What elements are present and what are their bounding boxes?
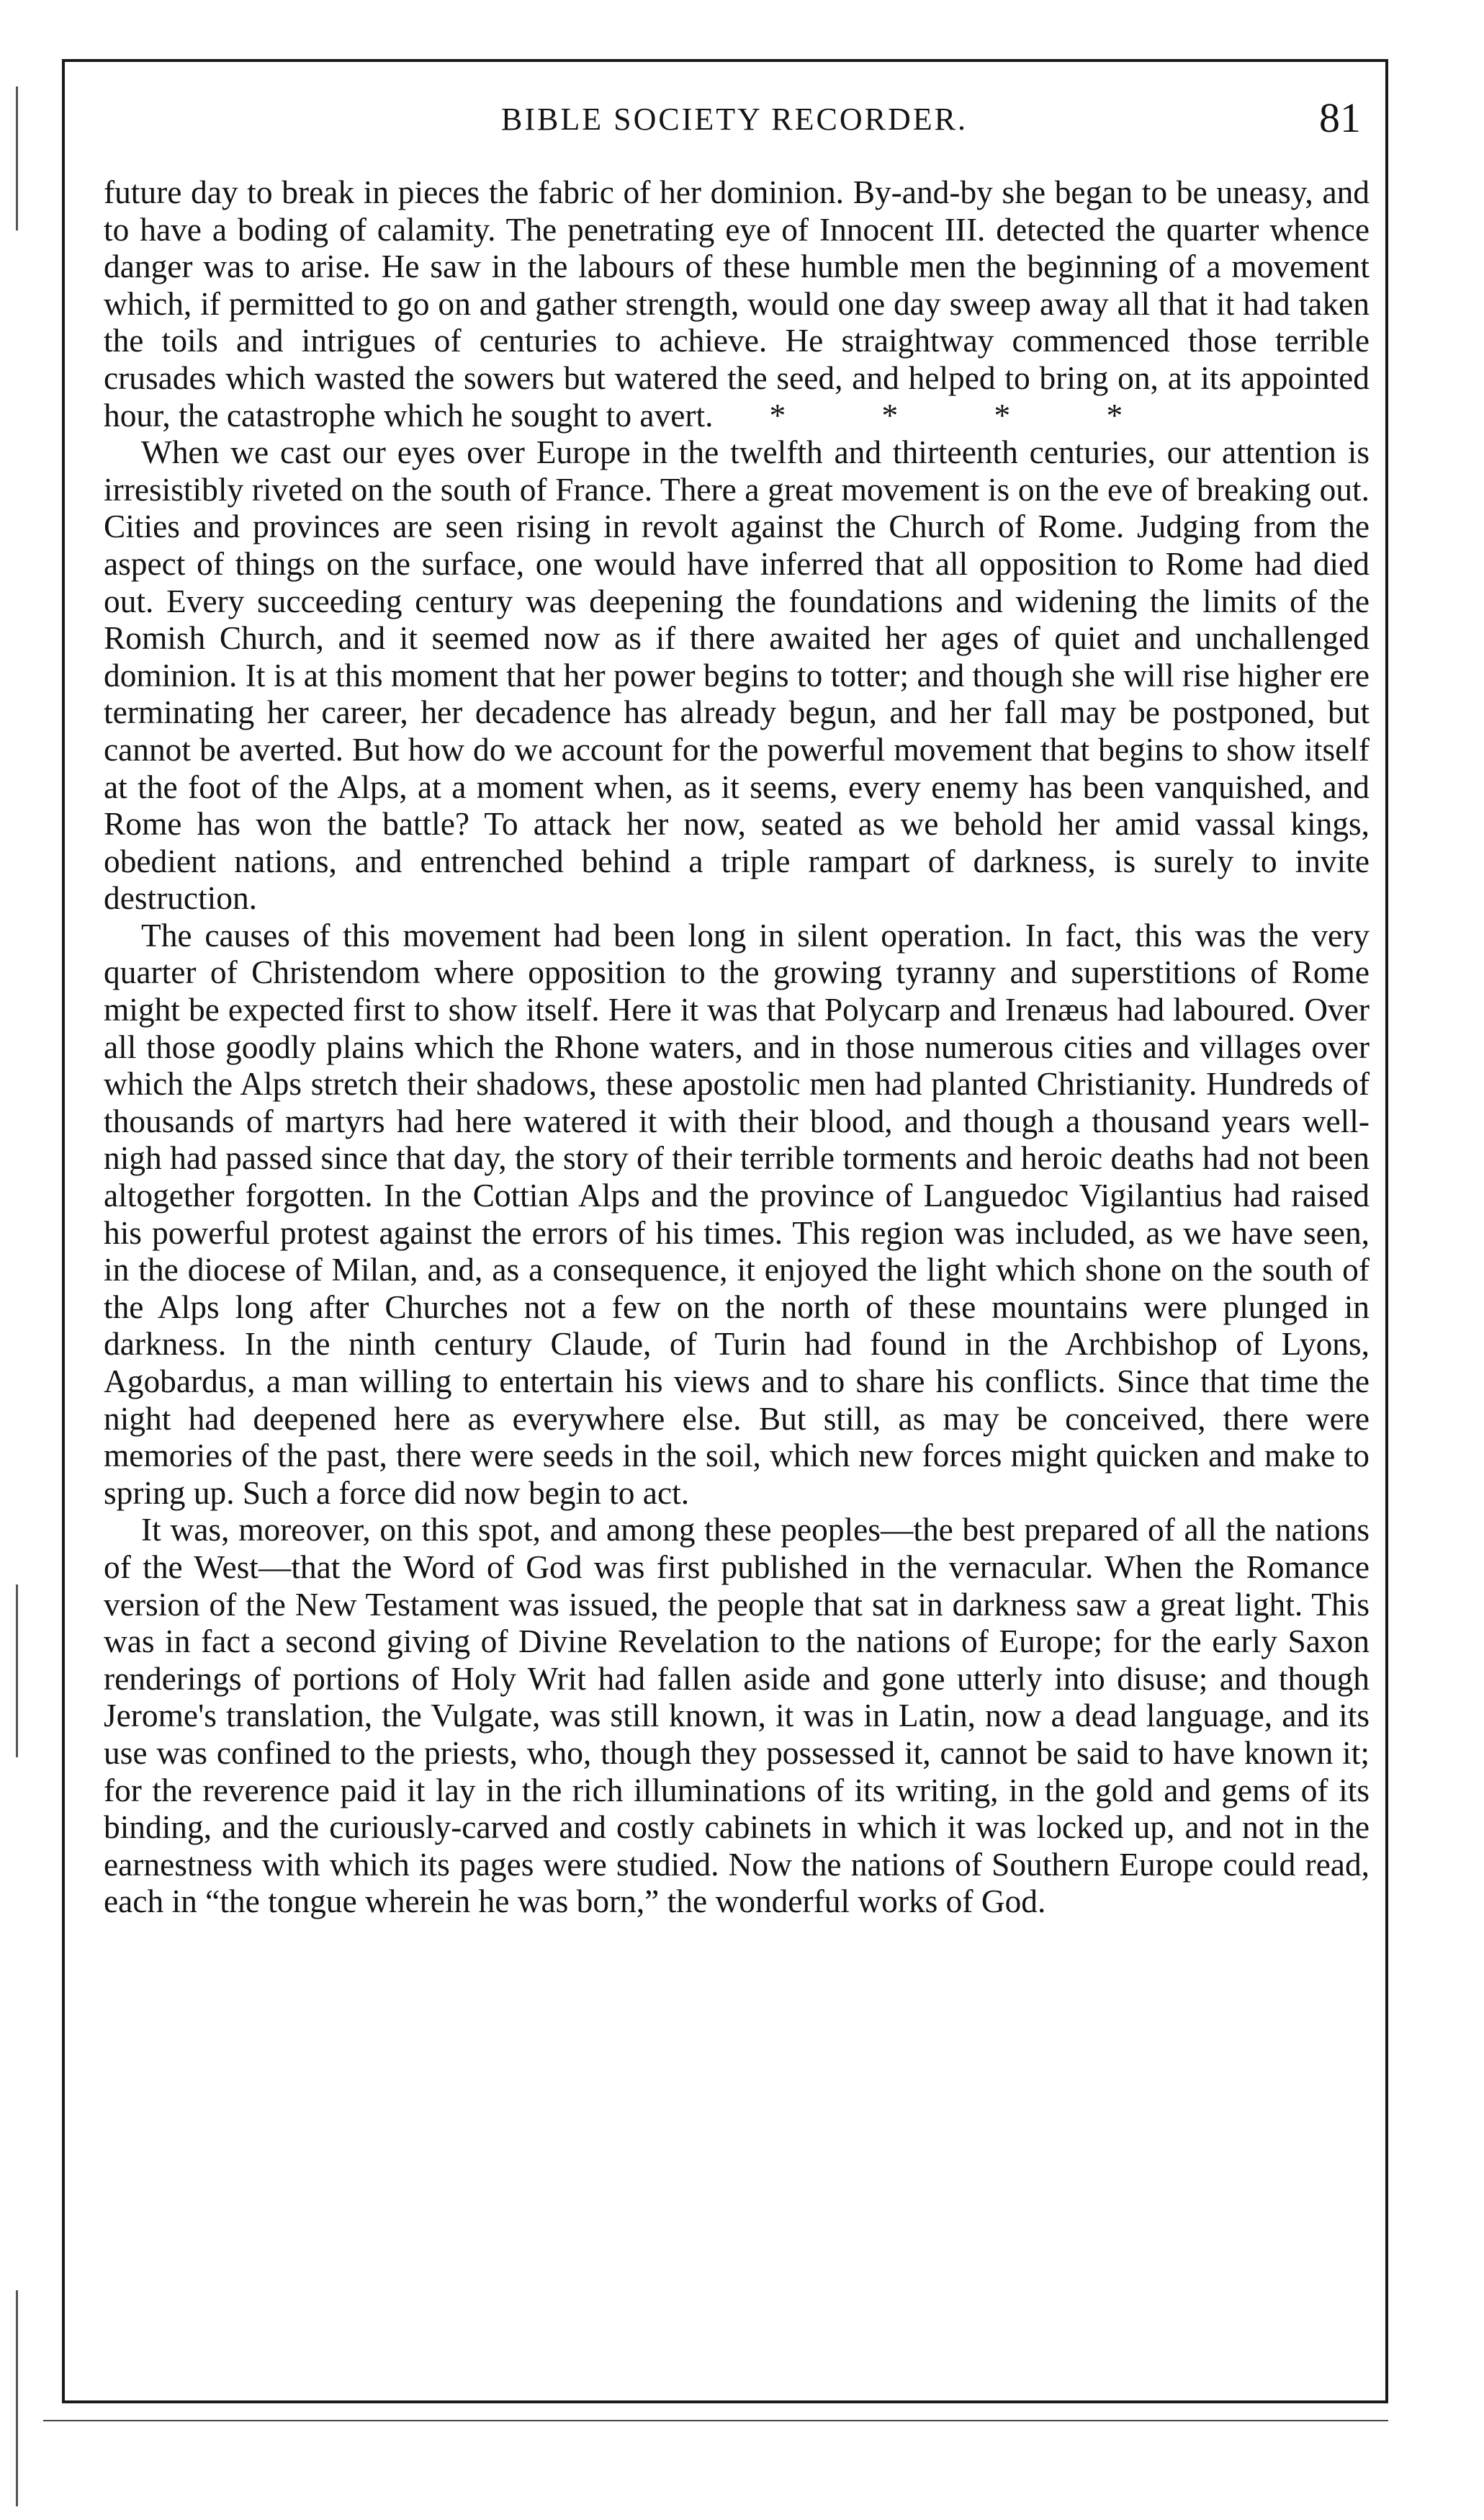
margin-mark [16, 2290, 18, 2506]
page-border-right [1385, 59, 1388, 2403]
margin-mark [16, 86, 18, 230]
running-title: BIBLE SOCIETY RECORDER. [501, 102, 968, 137]
paragraph-text: future day to break in pieces the fabric of her dominion. By-and-by she began to be uneasy, and to have a boding of calamity. The penetrating eye of Innocent III. detected the quarter whence danger was to arise. He saw in the labours of these humble men the beginning of a movement which, if permitted to go on and gather strength, would one day sweep away all that it had taken the toils and intrigues of centuries to achieve. He straightway commenced those terrible crusades which wasted the sowers but watered the seed, and helped to bring on, at its appointed hour, the catastrophe which he sought to avert. [104, 174, 1370, 434]
margin-mark [16, 1584, 18, 1757]
paragraph [104, 174, 1370, 434]
page-border-left [62, 59, 65, 2403]
body-text [104, 174, 1370, 1921]
page-border-bottom [62, 2400, 1388, 2403]
page-number: 81 [1319, 94, 1361, 141]
page-edge-line [43, 2420, 1388, 2421]
paragraph: It was, moreover, on this spot, and among these peoples—the best prepared of all the nations of the West—that the Word of God was first published in the vernacular. When the Romance version of the New Testament was issued, the people that sat in darkness saw a great light. This was in fact a second giving of Divine Revelation to the nations of Europe; for the early Saxon renderings of portions of Holy Writ had fallen aside and gone utterly into disuse; and though Jerome's translation, the Vulgate, was still known, it was in Latin, now a dead language, and its use was confined to the priests, who, though they possessed it, cannot be said to have known it; for the reverence paid it lay in the rich illuminations of its writing, in the gold and gems of its binding, and the curiously-carved and costly cabinets in which it was locked up, and not in the earnestness with which its pages were studied. Now the nations of Southern Europe could read, each in “the tongue wherein he was born,” the wonderful works of God. [104, 1512, 1370, 1920]
section-break: * * * * [769, 397, 1123, 434]
paragraph: The causes of this movement had been long in silent operation. In fact, this was the very quarter of Christendom where opposition to the growing tyranny and superstitions of Rome might be expected first to show itself. Here it was that Polycarp and Irenæus had laboured. Over all those goodly plains which the Rhone waters, and in those numerous cities and villages over which the Alps stretch their shadows, these apostolic men had planted Christianity. Hundreds of thousands of martyrs had here watered it with their blood, and though a thousand years well-nigh had passed since that day, the story of their terrible torments and heroic deaths had not been altogether forgotten. In the Cottian Alps and the province of Languedoc Vigilantius had raised his powerful protest against the errors of his times. This region was included, as we have seen, in the diocese of Milan, and, as a consequence, it enjoyed the light which shone on the south of the Alps long after Churches not a few on the north of these mountains were plunged in darkness. In the ninth century Claude, of Turin had found in the Archbishop of Lyons, Agobardus, a man willing to entertain his views and to share his conflicts. Since that time the night had deepened here as everywhere else. But still, as may be conceived, there were memories of the past, there were seeds in the soil, which new forces might quicken and make to spring up. Such a force did now begin to act. [104, 917, 1370, 1511]
page-header [101, 86, 1368, 144]
page-border-top [62, 59, 1388, 62]
paragraph: When we cast our eyes over Europe in the twelfth and thirteenth centuries, our attention is irresistibly riveted on the south of France. There a great movement is on the eve of breaking out. Cities and provinces are seen rising in revolt against the Church of Rome. Judging from the aspect of things on the surface, one would have inferred that all opposition to Rome had died out. Every succeeding century was deepening the foundations and widening the limits of the Romish Church, and it seemed now as if there awaited her ages of quiet and unchallenged dominion. It is at this moment that her power begins to totter; and though she will rise higher ere terminating her career, her decadence has already begun, and her fall may be postponed, but cannot be averted. But how do we account for the powerful movement that begins to show itself at the foot of the Alps, at a moment when, as it seems, every enemy has been vanquished, and Rome has won the battle? To attack her now, seated as we behold her amid vassal kings, obedient nations, and entrenched behind a triple rampart of darkness, is surely to invite destruction. [104, 434, 1370, 917]
